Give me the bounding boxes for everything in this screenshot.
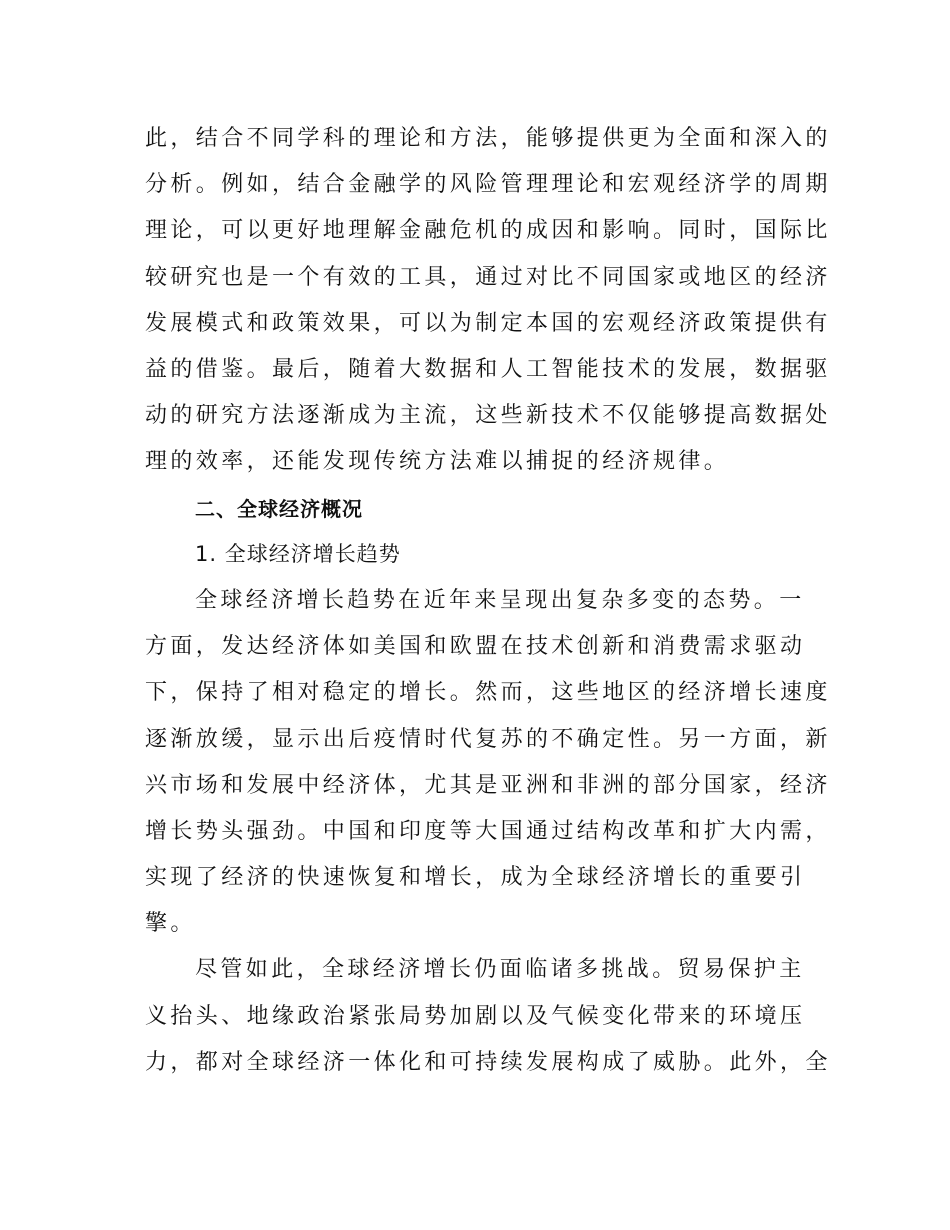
text-line: 尽管如此，全球经济增长仍面临诸多挑战。贸易保护主: [195, 957, 805, 982]
text-line: 理的效率，还能发现传统方法难以捕捉的经济规律。: [145, 449, 730, 474]
text-line: 实现了经济的快速恢复和增长，成为全球经济增长的重要引: [145, 865, 806, 890]
text-line: 发展模式和政策效果，可以为制定本国的宏观经济政策提供有: [145, 311, 831, 336]
text-line: 擎。: [145, 911, 196, 936]
text-line: 逐渐放缓，显示出后疫情时代复苏的不确定性。另一方面，新: [145, 727, 831, 752]
text-line: 此，结合不同学科的理论和方法，能够提供更为全面和深入的: [145, 126, 831, 151]
text-line: 较研究也是一个有效的工具，通过对比不同国家或地区的经济: [145, 265, 831, 290]
text-line: 理论，可以更好地理解金融危机的成因和影响。同时，国际比: [145, 218, 831, 243]
text-line: 方面，发达经济体如美国和欧盟在技术创新和消费需求驱动: [145, 634, 806, 659]
text-line: 全球经济增长趋势在近年来呈现出复杂多变的态势。一: [195, 588, 805, 613]
subsection-heading: 1. 全球经济增长趋势: [195, 542, 401, 566]
text-line: 分析。例如，结合金融学的风险管理理论和宏观经济学的周期: [145, 172, 831, 197]
text-line: 下，保持了相对稳定的增长。然而，这些地区的经济增长速度: [145, 680, 831, 705]
text-line: 动的研究方法逐渐成为主流，这些新技术不仅能够提高数据处: [145, 403, 831, 428]
section-heading: 二、全球经济概况: [195, 497, 363, 521]
text-line: 力，都对全球经济一体化和可持续发展构成了威胁。此外，全: [145, 1050, 831, 1075]
text-line: 益的借鉴。最后，随着大数据和人工智能技术的发展，数据驱: [145, 357, 831, 382]
text-line: 增长势头强劲。中国和印度等大国通过结构改革和扩大内需，: [145, 819, 831, 844]
text-line: 兴市场和发展中经济体，尤其是亚洲和非洲的部分国家，经济: [145, 773, 831, 798]
text-line: 义抬头、地缘政治紧张局势加剧以及气候变化带来的环境压: [145, 1004, 806, 1029]
